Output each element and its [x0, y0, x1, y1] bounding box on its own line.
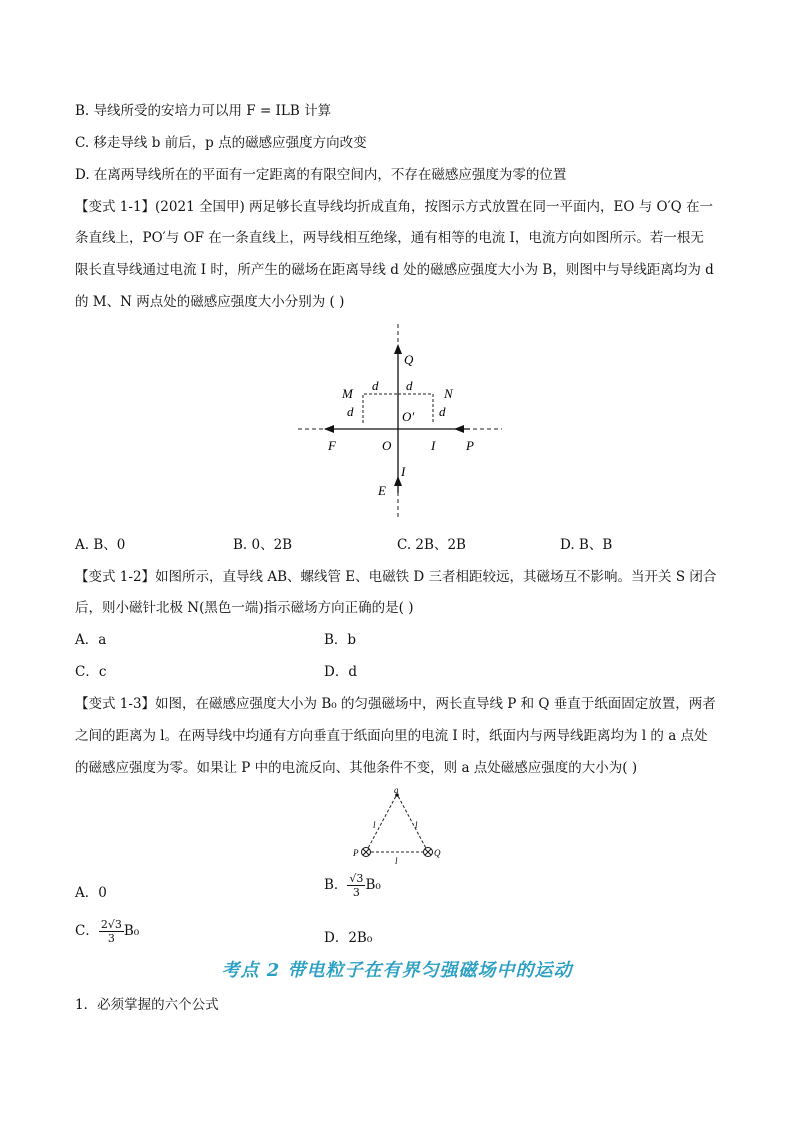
option-b: B. 导线所受的安培力可以用 F = ILB 计算: [75, 103, 332, 119]
q1-3-option-b-numerator: √3: [349, 872, 364, 885]
label-p-wire: P: [353, 848, 359, 858]
label-d-top-left: d: [372, 378, 379, 393]
option-c: C. 移走导线 b 前后，p 点的磁感应强度方向改变: [75, 135, 367, 151]
label-q: Q: [404, 352, 414, 367]
q1-3-option-c-fraction: [99, 918, 124, 945]
q1-1-line-4: 的 M、N 两点处的磁感应强度大小分别为 ( ): [75, 294, 345, 310]
label-a: a: [394, 786, 399, 795]
q1-2-option-b: B．b: [324, 632, 357, 648]
q1-2-line-1: 【变式 1-2】如图所示，直导线 AB、螺线管 E、电磁铁 D 三者相距较远，其磁场互不影响。当开关 S 闭合: [75, 569, 717, 585]
label-e: E: [378, 483, 386, 498]
q1-1-option-c: C. 2B、2B: [397, 537, 466, 553]
q1-3-option-b-denominator: 3: [352, 886, 360, 899]
q1-3-figure: [344, 786, 448, 866]
q1-3-line-3: 的磁感应强度为零。如果让 P 中的电流反向、其他条件不变，则 a 点处磁感应强度的大小为( ): [75, 760, 638, 776]
q1-2-option-d: D．d: [324, 664, 357, 680]
q1-3-line-2: 之间的距离为 l。在两导线中均通有方向垂直于纸面向里的电流 I 时，纸面内与两导线距离均为 l 的 a 点处: [75, 728, 708, 744]
label-l-left: l: [373, 820, 376, 830]
q1-3-option-c-denominator: 3: [107, 932, 115, 945]
section-title: 考点 2 带电粒子在有界匀强磁场中的运动: [221, 960, 573, 981]
q1-3-option-b-suffix: B₀: [365, 877, 381, 893]
q1-1-option-a: A. B、0: [75, 537, 126, 553]
label-d-left: d: [347, 404, 354, 419]
label-q-wire: Q: [434, 848, 441, 858]
q1-3-option-b: [324, 872, 381, 899]
label-f: F: [328, 438, 336, 453]
label-d-top-right: d: [406, 378, 413, 393]
q1-3-option-b-prefix: B．: [324, 877, 348, 893]
arrow-up-q: [394, 344, 402, 354]
dashed-m-box: [363, 394, 398, 423]
label-o-prime: O′: [402, 409, 415, 424]
q1-1-option-b: B. 0、2B: [233, 537, 293, 553]
dashed-pa: [366, 796, 396, 852]
option-d: D. 在离两导线所在的平面有一定距离的有限空间内，不存在磁感应强度为零的位置: [75, 167, 567, 183]
q1-3-option-c-numerator: 2√3: [100, 918, 122, 931]
label-o: O: [382, 438, 392, 453]
label-i-horizontal: I: [431, 438, 436, 453]
q1-1-figure: [290, 318, 510, 523]
label-l-bottom: l: [395, 856, 398, 866]
label-m: M: [342, 386, 353, 401]
label-p: P: [466, 438, 474, 453]
label-l-right: l: [415, 820, 418, 830]
q1-1-line-1: 【变式 1-1】(2021 全国甲) 两足够长直导线均折成直角，按图示方式放置在同一平面内，EO 与 O′Q 在一: [75, 199, 713, 215]
dashed-qa: [398, 796, 428, 852]
q1-3-option-c-suffix: B₀: [123, 923, 140, 939]
arrow-left-f: [324, 425, 334, 433]
label-i-vertical: I: [401, 464, 406, 479]
q1-2-option-c: C．c: [75, 664, 107, 680]
q1-1-line-2: 条直线上，PO′与 OF 在一条直线上，两导线相互绝缘，通有相等的电流 I，电流方向如图所示。若一根无: [75, 230, 704, 246]
q1-3-option-a: A．0: [75, 885, 107, 901]
q1-3-option-c: [75, 918, 139, 945]
q1-3-option-b-fraction: [347, 872, 365, 899]
label-n: N: [444, 386, 453, 401]
q1-2-option-a: A．a: [75, 632, 107, 648]
q1-3-option-d: D．2B₀: [324, 930, 373, 946]
q1-1-option-d: D. B、B: [560, 537, 613, 553]
section-item-1: 1．必须掌握的六个公式: [75, 997, 219, 1013]
label-d-right: d: [439, 404, 446, 419]
q1-1-line-3: 限长直导线通过电流 I 时，所产生的磁场在距离导线 d 处的磁感应强度大小为 B，则图中与导线距离均为 d: [75, 262, 714, 278]
q1-3-option-c-prefix: C．: [75, 923, 99, 939]
q1-3-line-1: 【变式 1-3】如图，在磁感应强度大小为 B₀ 的匀强磁场中，两长直导线 P 和 Q 垂直于纸面固定放置，两者: [75, 696, 716, 712]
q1-2-line-2: 后，则小磁针北极 N(黑色一端)指示磁场方向正确的是( ): [75, 600, 414, 616]
arrow-left-p: [454, 425, 464, 433]
